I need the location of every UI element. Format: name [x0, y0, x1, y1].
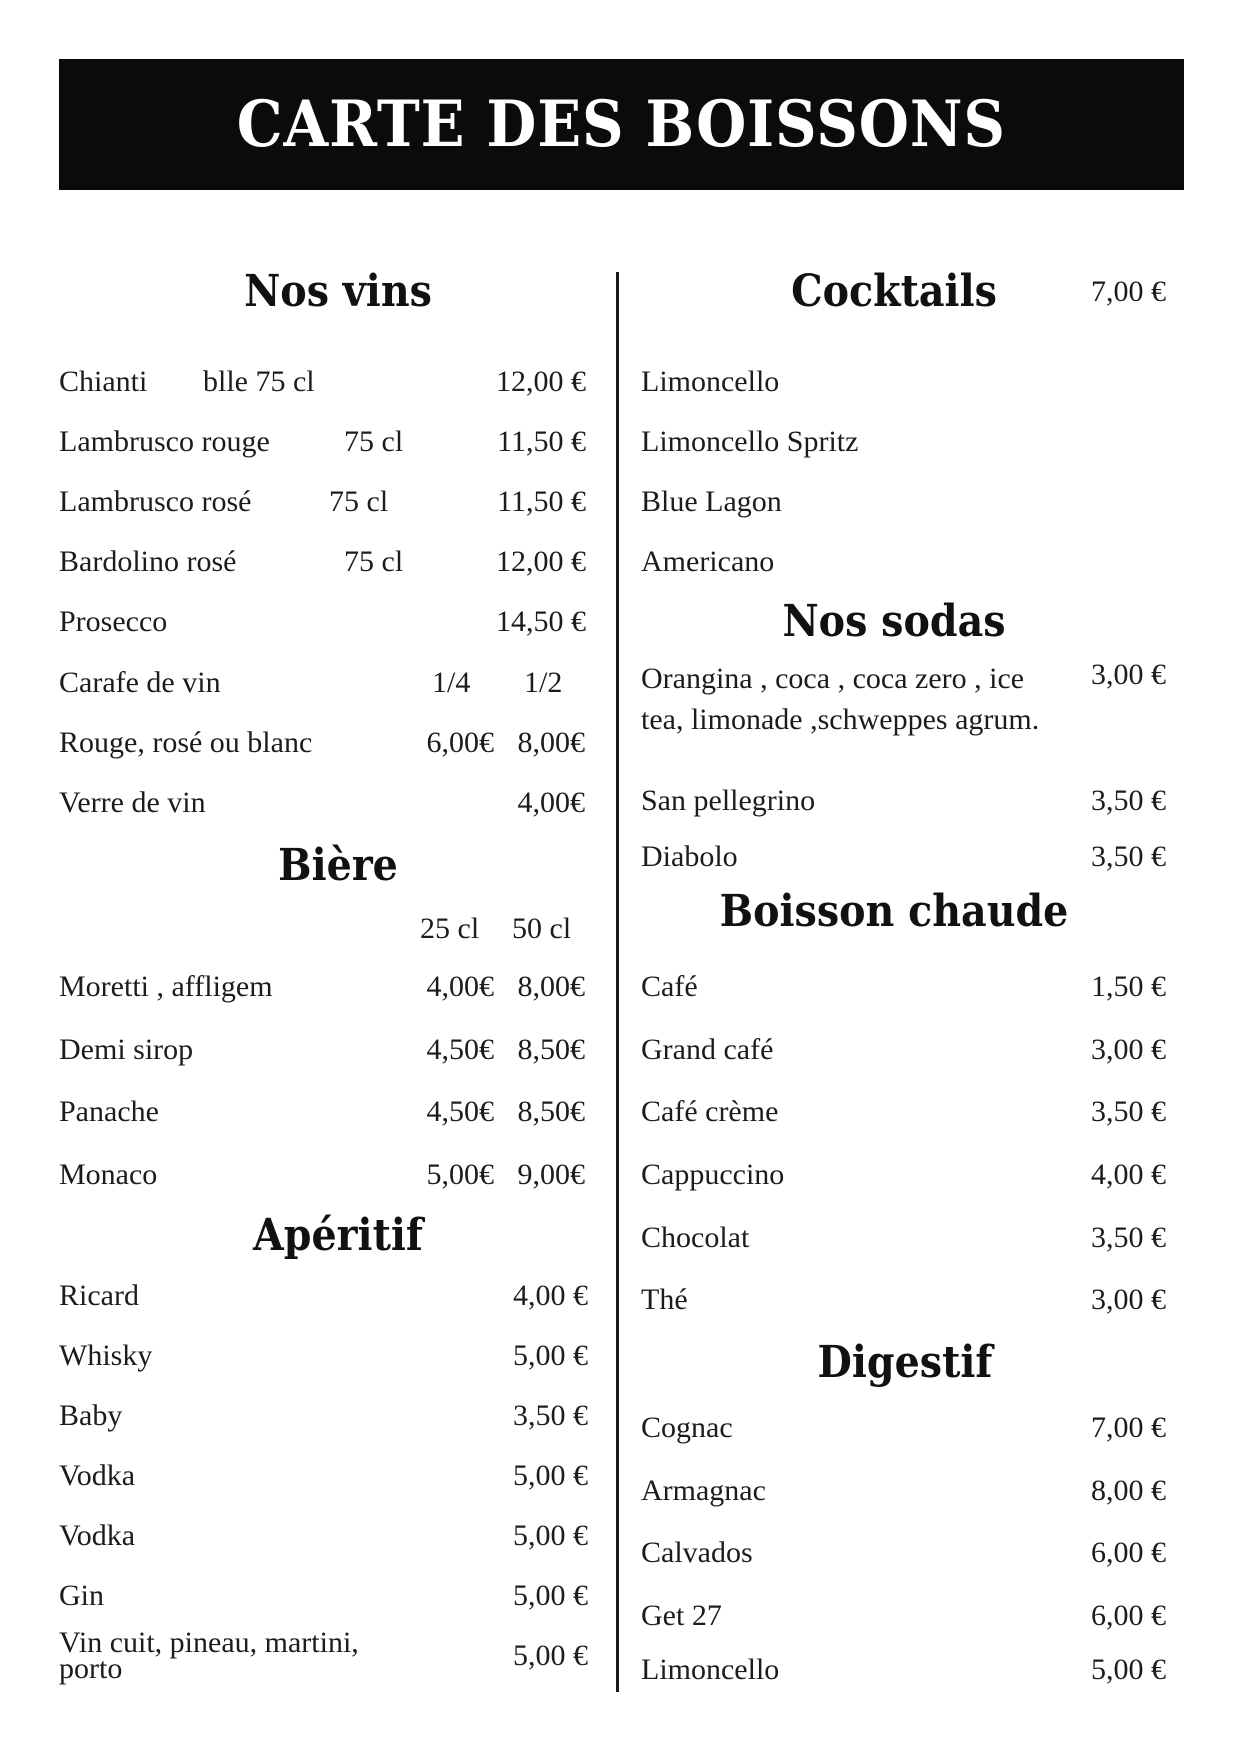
aperitif-name: Vodka — [59, 1459, 136, 1492]
beer-name: Panache — [59, 1095, 159, 1128]
digestif-name: Get 27 — [641, 1599, 722, 1632]
beer-price-50: 9,00€ — [517, 1158, 585, 1191]
digestif-name: Cognac — [641, 1411, 733, 1444]
section-heading-sodas: Nos sodas — [782, 596, 1006, 647]
beer-price-50: 8,50€ — [517, 1095, 585, 1128]
sodas-description: Orangina , coca , coca zero , ice tea, limonade ,schweppes agrum. — [641, 662, 1040, 736]
aperitif-price: 4,00 € — [513, 1279, 588, 1312]
wine-price: 12,00 € — [496, 365, 586, 398]
hot-drink-name: Cappuccino — [641, 1158, 785, 1191]
carafe-price-half: 8,00€ — [517, 726, 585, 759]
hot-drink-name: Thé — [641, 1283, 688, 1316]
section-heading-biere: Bière — [278, 840, 398, 891]
wine-volume: 75 cl — [344, 425, 404, 458]
carafe-size-quarter: 1/4 — [432, 666, 471, 699]
hot-drink-price: 3,00 € — [1091, 1033, 1166, 1066]
hot-drink-name: Café crème — [641, 1095, 779, 1128]
soda-name: Diabolo — [641, 840, 738, 873]
digestif-price: 8,00 € — [1091, 1474, 1166, 1507]
sodas-price: 3,00 € — [1091, 658, 1166, 691]
cocktail-name: Blue Lagon — [641, 485, 782, 518]
beer-price-25: 4,00€ — [426, 970, 494, 1003]
aperitif-name: Baby — [59, 1399, 123, 1432]
wine-name: Bardolino rosé — [59, 545, 237, 578]
glass-wine-name: Verre de vin — [59, 786, 206, 819]
wine-price: 11,50 € — [497, 425, 586, 458]
aperitif-last-line2: porto — [59, 1652, 123, 1685]
wine-price: 11,50 € — [497, 485, 586, 518]
soda-name: San pellegrino — [641, 784, 816, 817]
aperitif-name: Gin — [59, 1579, 104, 1612]
wine-volume: 75 cl — [329, 485, 389, 518]
section-heading-chaude: Boisson chaude — [719, 886, 1069, 937]
aperitif-price: 5,00 € — [513, 1339, 588, 1372]
digestif-name: Calvados — [641, 1536, 753, 1569]
hot-drink-price: 3,50 € — [1091, 1095, 1166, 1128]
aperitif-name: Ricard — [59, 1279, 139, 1312]
hot-drink-name: Chocolat — [641, 1221, 750, 1254]
cocktail-name: Limoncello — [641, 365, 780, 398]
digestif-price: 6,00 € — [1091, 1599, 1166, 1632]
digestif-name: Limoncello — [641, 1653, 780, 1686]
hot-drink-price: 4,00 € — [1091, 1158, 1166, 1191]
soda-price: 3,50 € — [1091, 840, 1166, 873]
wine-volume: 75 cl — [344, 545, 404, 578]
cocktail-name: Americano — [641, 545, 775, 578]
wine-name: Lambrusco rosé — [59, 485, 252, 518]
wine-price: 14,50 € — [496, 605, 586, 638]
hot-drink-name: Café — [641, 970, 698, 1003]
soda-price: 3,50 € — [1091, 784, 1166, 817]
beer-price-50: 8,50€ — [517, 1033, 585, 1066]
title-banner — [59, 59, 1184, 190]
beer-price-25: 4,50€ — [426, 1033, 494, 1066]
wine-name: Lambrusco rouge — [59, 425, 270, 458]
beer-size-50: 50 cl — [512, 912, 572, 945]
column-divider — [616, 272, 619, 1692]
section-heading-aperitif: Apéritif — [253, 1210, 423, 1261]
digestif-price: 7,00 € — [1091, 1411, 1166, 1444]
wine-name: Chianti — [59, 365, 148, 398]
glass-wine-price: 4,00€ — [517, 786, 585, 819]
aperitif-name: Whisky — [59, 1339, 153, 1372]
aperitif-price: 3,50 € — [513, 1399, 588, 1432]
section-heading-digestif: Digestif — [817, 1337, 993, 1388]
carafe-label: Carafe de vin — [59, 666, 221, 699]
beer-name: Monaco — [59, 1158, 158, 1191]
section-heading-vins: Nos vins — [244, 266, 432, 317]
hot-drink-price: 3,50 € — [1091, 1221, 1166, 1254]
beer-price-25: 5,00€ — [426, 1158, 494, 1191]
beer-name: Demi sirop — [59, 1033, 194, 1066]
aperitif-price: 5,00 € — [513, 1579, 588, 1612]
aperitif-price: 5,00 € — [513, 1639, 588, 1672]
aperitif-name: Vodka — [59, 1519, 136, 1552]
beer-price-50: 8,00€ — [517, 970, 585, 1003]
cocktails-price: 7,00 € — [1091, 275, 1166, 308]
carafe-row-name: Rouge, rosé ou blanc — [59, 726, 313, 759]
hot-drink-price: 3,00 € — [1091, 1283, 1166, 1316]
section-heading-cocktails: Cocktails — [791, 266, 997, 317]
aperitif-price: 5,00 € — [513, 1519, 588, 1552]
aperitif-price: 5,00 € — [513, 1459, 588, 1492]
hot-drink-price: 1,50 € — [1091, 970, 1166, 1003]
carafe-price-quarter: 6,00€ — [426, 726, 494, 759]
digestif-name: Armagnac — [641, 1474, 766, 1507]
beer-price-25: 4,50€ — [426, 1095, 494, 1128]
digestif-price: 6,00 € — [1091, 1536, 1166, 1569]
cocktail-name: Limoncello Spritz — [641, 425, 859, 458]
wine-name: Prosecco — [59, 605, 168, 638]
menu-title: CARTE DES BOISSONS — [236, 87, 1007, 162]
aperitif-last-name — [59, 1626, 359, 1685]
wine-volume: blle 75 cl — [203, 365, 315, 398]
aperitif-last-line1: Vin cuit, pineau, martini, — [59, 1626, 359, 1659]
wine-price: 12,00 € — [496, 545, 586, 578]
beer-name: Moretti , affligem — [59, 970, 273, 1003]
digestif-price: 5,00 € — [1091, 1653, 1166, 1686]
carafe-size-half: 1/2 — [524, 666, 563, 699]
hot-drink-name: Grand café — [641, 1033, 774, 1066]
beer-size-25: 25 cl — [420, 912, 480, 945]
